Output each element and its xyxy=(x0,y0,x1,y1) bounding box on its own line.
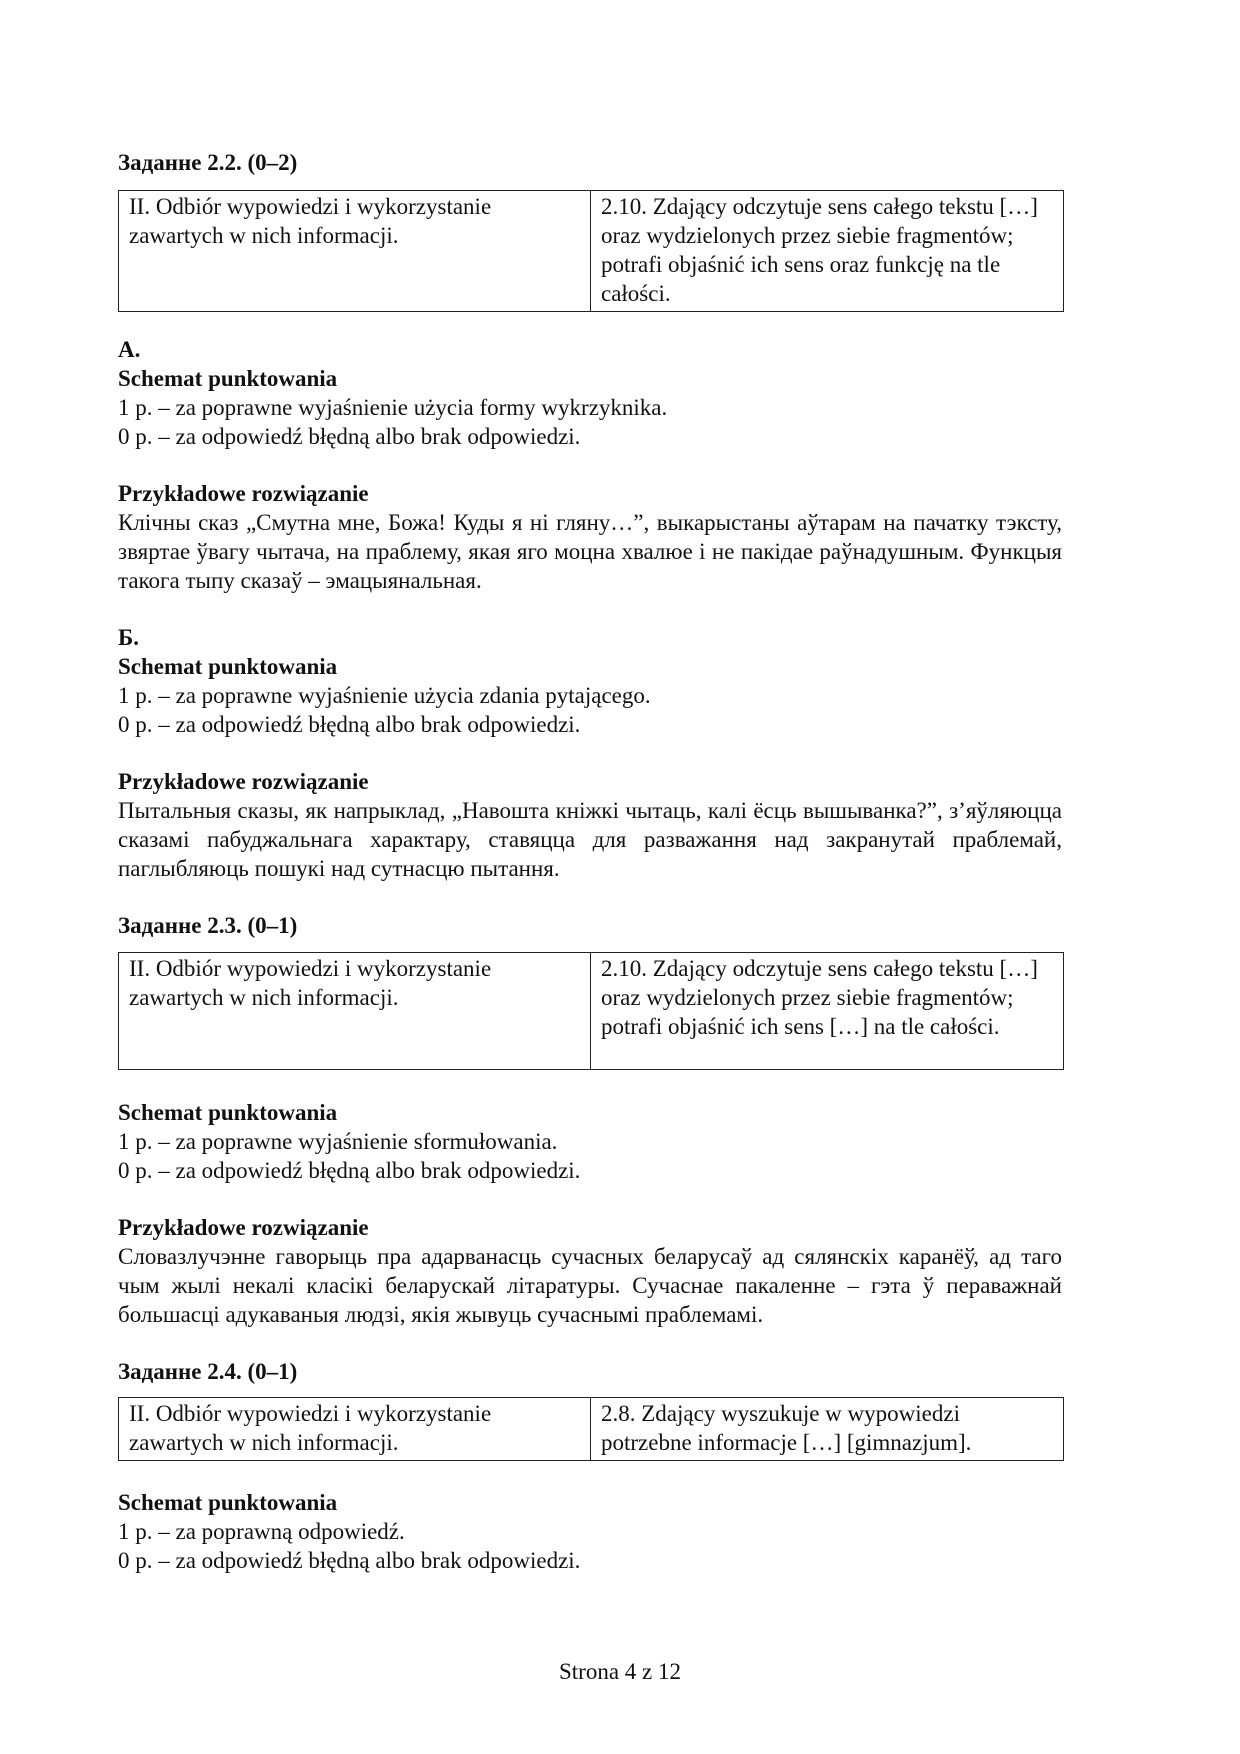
part-a-scheme-heading: Schemat punktowania xyxy=(118,366,338,391)
part-b-point-0: 0 p. – za odpowiedź błędną albo brak odpowiedzi. xyxy=(118,712,581,737)
task-2-2-title: Заданне 2.2. (0–2) xyxy=(118,150,298,175)
task-2-4-scheme xyxy=(118,1488,1062,1575)
task-2-2-general-requirement: II. Odbiór wypowiedzi i wykorzystanie zawartych w nich informacji. xyxy=(119,191,591,312)
task-2-4-title: Заданне 2.4. (0–1) xyxy=(118,1359,298,1384)
task-2-4-general-requirement: II. Odbiór wypowiedzi i wykorzystanie zawartych w nich informacji. xyxy=(119,1398,591,1461)
task-2-3-solution xyxy=(118,1213,1062,1329)
task-2-3-requirements-table xyxy=(118,952,1064,1070)
task-2-3-point-1: 1 p. – za poprawne wyjaśnienie sformułowania. xyxy=(118,1129,558,1154)
task-2-4-requirements-table xyxy=(118,1397,1064,1461)
part-b-label: Б. xyxy=(118,625,139,650)
task-2-4-point-1: 1 p. – za poprawną odpowiedź. xyxy=(118,1519,405,1544)
task-2-3-scheme xyxy=(118,1098,1062,1185)
task-2-3-solution-heading: Przykładowe rozwiązanie xyxy=(118,1215,369,1240)
task-2-3-specific-requirement: 2.10. Zdający odczytuje sens całego tekstu […] oraz wydzielonych przez siebie fragmentów; potrafi objaśnić ich sens […] na tle całości. xyxy=(591,953,1064,1070)
task-2-2-part-b-solution xyxy=(118,767,1062,883)
part-a-point-0: 0 p. – za odpowiedź błędną albo brak odpowiedzi. xyxy=(118,424,581,449)
task-2-2-part-b xyxy=(118,623,1062,739)
part-a-solution-heading: Przykładowe rozwiązanie xyxy=(118,481,369,506)
task-2-2-specific-requirement: 2.10. Zdający odczytuje sens całego tekstu […] oraz wydzielonych przez siebie fragmentów; potrafi objaśnić ich sens oraz funkcję na tle całości. xyxy=(591,191,1064,312)
task-2-2-part-a xyxy=(118,335,1062,451)
task-2-4-scheme-heading: Schemat punktowania xyxy=(118,1490,338,1515)
task-2-4-point-0: 0 p. – za odpowiedź błędną albo brak odpowiedzi. xyxy=(118,1548,581,1573)
task-2-3-scheme-heading: Schemat punktowania xyxy=(118,1100,338,1125)
part-b-scheme-heading: Schemat punktowania xyxy=(118,654,338,679)
task-2-3-title: Заданне 2.3. (0–1) xyxy=(118,913,298,938)
task-2-2-requirements-table xyxy=(118,190,1064,312)
task-2-3-general-requirement: II. Odbiór wypowiedzi i wykorzystanie zawartych w nich informacji. xyxy=(119,953,591,1070)
part-a-label: A. xyxy=(118,337,141,362)
task-2-3-solution-text: Словазлучэнне гаворыць пра адарванасць сучасных беларусаў ад сялянскіх каранёў, ад таго чым жылі некалі класікі беларускай літаратуры. Сучаснае пакаленне – гэта ў пераважнай большасці адукаваныя людзі, якія жывуць сучаснымі праблемамі. xyxy=(118,1244,1062,1327)
part-b-solution-heading: Przykładowe rozwiązanie xyxy=(118,769,369,794)
part-b-solution-text: Пытальныя сказы, як напрыклад, „Навошта кніжкі чытаць, калі ёсць вышыванка?”, з’яўляюцца сказамі пабуджальнага характару, ставяцца для разважання над закранутай праблемай, паглыбляюць пошукі над сутнасцю пытання. xyxy=(118,798,1062,881)
task-2-3-point-0: 0 p. – za odpowiedź błędną albo brak odpowiedzi. xyxy=(118,1158,581,1183)
part-a-solution-text: Клічны сказ „Смутна мне, Божа! Куды я ні гляну…”, выкарыстаны аўтарам на пачатку тэксту, звяртае ўвагу чытача, на праблему, якая яго моцна хвалюе і не пакідае раўнадушным. Функцыя такога тыпу сказаў – эмацыянальная. xyxy=(118,510,1062,593)
part-b-point-1: 1 p. – za poprawne wyjaśnienie użycia zdania pytającego. xyxy=(118,683,651,708)
task-2-2-part-a-solution xyxy=(118,479,1062,595)
page-number: Strona 4 z 12 xyxy=(558,1659,681,1684)
task-2-4-specific-requirement: 2.8. Zdający wyszukuje w wypowiedzi potrzebne informacje […] [gimnazjum]. xyxy=(591,1398,1064,1461)
part-a-point-1: 1 p. – za poprawne wyjaśnienie użycia formy wykrzyknika. xyxy=(118,395,668,420)
